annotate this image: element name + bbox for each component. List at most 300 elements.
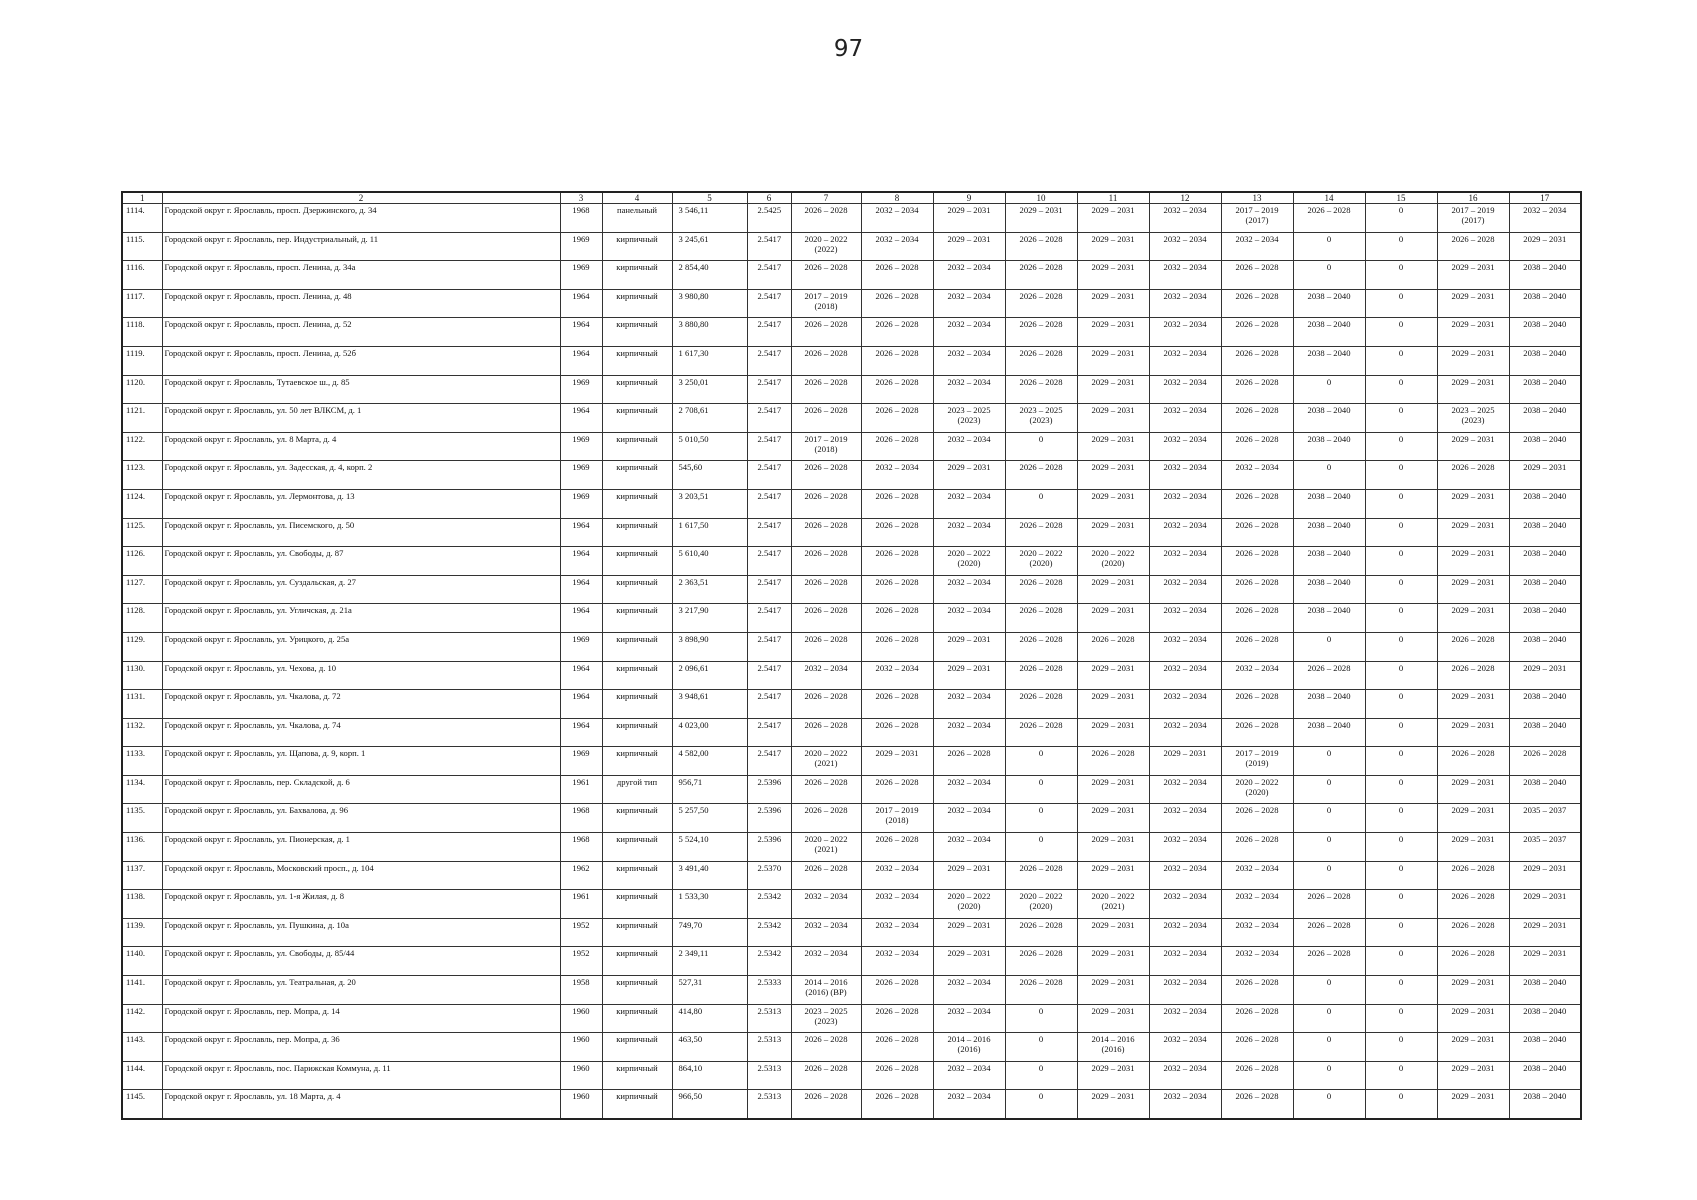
- table-cell: кирпичный: [602, 404, 672, 433]
- table-cell: 2032 – 2034: [1149, 1033, 1221, 1062]
- column-number-14: 14: [1293, 192, 1365, 204]
- table-row: [122, 861, 1581, 890]
- table-cell: 2029 – 2031: [933, 918, 1005, 947]
- table-cell: 2032 – 2034: [1149, 604, 1221, 633]
- table-cell: 2038 – 2040: [1293, 404, 1365, 433]
- table-cell: 3 880,80: [672, 318, 747, 347]
- table-cell: 2032 – 2034: [933, 375, 1005, 404]
- table-cell: 2020 – 2022 (2022): [791, 232, 861, 261]
- table-cell: 1960: [560, 1004, 602, 1033]
- table-cell: 2026 – 2028: [791, 718, 861, 747]
- table-cell: 2.5396: [747, 775, 791, 804]
- table-cell: 2.5396: [747, 833, 791, 862]
- table-cell: 2032 – 2034: [1149, 204, 1221, 233]
- table-cell: 2026 – 2028: [1005, 232, 1077, 261]
- table-cell: 2032 – 2034: [1149, 661, 1221, 690]
- table-cell: 2.5417: [747, 489, 791, 518]
- table-cell: 1120.: [122, 375, 162, 404]
- table-cell: 2032 – 2034: [933, 346, 1005, 375]
- table-cell: 1952: [560, 918, 602, 947]
- table-cell: 2032 – 2034: [1509, 204, 1581, 233]
- table-cell: кирпичный: [602, 918, 672, 947]
- table-cell: 1142.: [122, 1004, 162, 1033]
- table-cell: Городской округ г. Ярославль, ул. 50 лет ВЛКСМ, д. 1: [162, 404, 560, 433]
- table-cell: 2026 – 2028: [1221, 804, 1293, 833]
- table-cell: 2026 – 2028: [791, 346, 861, 375]
- column-number-17: 17: [1509, 192, 1581, 204]
- table-cell: 2038 – 2040: [1293, 547, 1365, 576]
- table-cell: 2017 – 2019 (2018): [791, 432, 861, 461]
- table-cell: 4 582,00: [672, 747, 747, 776]
- column-number-2: 2: [162, 192, 560, 204]
- table-cell: 2026 – 2028: [1005, 861, 1077, 890]
- table-cell: 0: [1365, 1004, 1437, 1033]
- table-cell: 2.5313: [747, 1004, 791, 1033]
- table-row: [122, 375, 1581, 404]
- table-cell: 2026 – 2028: [861, 261, 933, 290]
- table-cell: 1135.: [122, 804, 162, 833]
- table-cell: 2.5417: [747, 289, 791, 318]
- table-cell: 2026 – 2028: [1005, 661, 1077, 690]
- table-cell: 0: [1365, 861, 1437, 890]
- table-cell: 2038 – 2040: [1509, 375, 1581, 404]
- column-number-3: 3: [560, 192, 602, 204]
- table-cell: 0: [1365, 1090, 1437, 1119]
- table-cell: 2032 – 2034: [933, 318, 1005, 347]
- table-cell: 2032 – 2034: [933, 1004, 1005, 1033]
- table-cell: 0: [1293, 804, 1365, 833]
- table-cell: 2029 – 2031: [1437, 718, 1509, 747]
- table-cell: 2026 – 2028: [1005, 718, 1077, 747]
- table-cell: 2038 – 2040: [1509, 289, 1581, 318]
- table-cell: 2.5342: [747, 890, 791, 919]
- column-number-9: 9: [933, 192, 1005, 204]
- table-cell: 1968: [560, 833, 602, 862]
- table-cell: 3 203,51: [672, 489, 747, 518]
- table-cell: 0: [1293, 1004, 1365, 1033]
- table-cell: 0: [1293, 747, 1365, 776]
- table-cell: 2032 – 2034: [1149, 547, 1221, 576]
- table-cell: 1964: [560, 718, 602, 747]
- table-cell: 2.5396: [747, 804, 791, 833]
- table-cell: 2032 – 2034: [1149, 232, 1221, 261]
- table-cell: 0: [1365, 318, 1437, 347]
- table-cell: панельный: [602, 204, 672, 233]
- table-cell: 2032 – 2034: [1221, 918, 1293, 947]
- table-cell: 2023 – 2025 (2023): [933, 404, 1005, 433]
- table-cell: 2035 – 2037: [1509, 804, 1581, 833]
- table-cell: 0: [1365, 976, 1437, 1005]
- table-cell: 2.5417: [747, 718, 791, 747]
- table-cell: 2026 – 2028: [1437, 747, 1509, 776]
- table-cell: кирпичный: [602, 861, 672, 890]
- table-cell: 2026 – 2028: [791, 861, 861, 890]
- table-cell: 2026 – 2028: [1437, 890, 1509, 919]
- table-cell: 2038 – 2040: [1293, 489, 1365, 518]
- table-cell: 2029 – 2031: [1437, 518, 1509, 547]
- table-row: [122, 976, 1581, 1005]
- table-cell: 2032 – 2034: [933, 833, 1005, 862]
- table-cell: 2.5417: [747, 632, 791, 661]
- table-cell: 2 708,61: [672, 404, 747, 433]
- table-cell: 2026 – 2028: [861, 547, 933, 576]
- table-cell: 2029 – 2031: [933, 861, 1005, 890]
- table-cell: Городской округ г. Ярославль, Московский просп., д. 104: [162, 861, 560, 890]
- table-cell: 2.5417: [747, 518, 791, 547]
- table-cell: 2026 – 2028: [1221, 604, 1293, 633]
- table-cell: Городской округ г. Ярославль, просп. Ленина, д. 48: [162, 289, 560, 318]
- table-cell: 2 096,61: [672, 661, 747, 690]
- table-cell: 0: [1365, 804, 1437, 833]
- table-cell: 2026 – 2028: [1437, 232, 1509, 261]
- table-cell: 2.5417: [747, 375, 791, 404]
- table-cell: 0: [1365, 232, 1437, 261]
- table-cell: 2032 – 2034: [791, 661, 861, 690]
- table-cell: 0: [1365, 690, 1437, 719]
- table-cell: 2029 – 2031: [1077, 1090, 1149, 1119]
- table-cell: 2032 – 2034: [861, 461, 933, 490]
- table-row: [122, 204, 1581, 233]
- table-cell: 2029 – 2031: [1437, 976, 1509, 1005]
- table-cell: 2026 – 2028: [1221, 289, 1293, 318]
- table-cell: 2032 – 2034: [1149, 346, 1221, 375]
- table-cell: 2.5342: [747, 947, 791, 976]
- table-cell: 2032 – 2034: [791, 947, 861, 976]
- table-cell: 3 948,61: [672, 690, 747, 719]
- table-cell: 1 617,50: [672, 518, 747, 547]
- table-cell: 2.5313: [747, 1033, 791, 1062]
- table-cell: 2038 – 2040: [1509, 632, 1581, 661]
- table-cell: Городской округ г. Ярославль, ул. Пионерская, д. 1: [162, 833, 560, 862]
- table-cell: 2026 – 2028: [861, 318, 933, 347]
- table-cell: 2026 – 2028: [791, 1090, 861, 1119]
- table-cell: 2026 – 2028: [1293, 661, 1365, 690]
- table-cell: 2026 – 2028: [861, 1004, 933, 1033]
- table-cell: 1961: [560, 890, 602, 919]
- table-cell: 2038 – 2040: [1509, 346, 1581, 375]
- table-cell: 2026 – 2028: [861, 432, 933, 461]
- table-cell: 0: [1293, 261, 1365, 290]
- table-cell: 2026 – 2028: [861, 518, 933, 547]
- table-cell: 2029 – 2031: [1437, 489, 1509, 518]
- table-cell: кирпичный: [602, 432, 672, 461]
- table-cell: 2026 – 2028: [791, 575, 861, 604]
- table-cell: 0: [1365, 775, 1437, 804]
- table-cell: 2023 – 2025 (2023): [1005, 404, 1077, 433]
- table-cell: 0: [1365, 375, 1437, 404]
- table-cell: 0: [1005, 432, 1077, 461]
- table-cell: кирпичный: [602, 1004, 672, 1033]
- table-cell: 2032 – 2034: [1149, 632, 1221, 661]
- table-cell: 2026 – 2028: [1005, 375, 1077, 404]
- table-cell: 1964: [560, 289, 602, 318]
- table-cell: 1964: [560, 661, 602, 690]
- table-cell: 2020 – 2022 (2021): [791, 833, 861, 862]
- table-cell: 3 898,90: [672, 632, 747, 661]
- table-cell: 0: [1365, 604, 1437, 633]
- table-cell: 2026 – 2028: [791, 1061, 861, 1090]
- table-cell: 2029 – 2031: [1077, 1004, 1149, 1033]
- table-cell: 2029 – 2031: [1437, 1061, 1509, 1090]
- table-cell: 1 533,30: [672, 890, 747, 919]
- table-cell: 0: [1005, 1061, 1077, 1090]
- table-cell: Городской округ г. Ярославль, пос. Парижская Коммуна, д. 11: [162, 1061, 560, 1090]
- table-cell: 2032 – 2034: [1149, 804, 1221, 833]
- table-cell: 2032 – 2034: [933, 775, 1005, 804]
- table-cell: 2026 – 2028: [791, 518, 861, 547]
- table-cell: 2032 – 2034: [933, 1090, 1005, 1119]
- table-cell: 3 245,61: [672, 232, 747, 261]
- table-cell: 2029 – 2031: [1437, 346, 1509, 375]
- table-cell: 2026 – 2028: [1221, 375, 1293, 404]
- column-number-4: 4: [602, 192, 672, 204]
- table-cell: 2029 – 2031: [1077, 575, 1149, 604]
- table-cell: 2017 – 2019 (2018): [791, 289, 861, 318]
- table-cell: 2029 – 2031: [1509, 918, 1581, 947]
- table-cell: 2026 – 2028: [1005, 976, 1077, 1005]
- table-row: [122, 404, 1581, 433]
- table-cell: 0: [1005, 1004, 1077, 1033]
- table-cell: 1969: [560, 375, 602, 404]
- table-cell: 2029 – 2031: [1437, 575, 1509, 604]
- table-cell: кирпичный: [602, 261, 672, 290]
- column-number-8: 8: [861, 192, 933, 204]
- table-cell: 0: [1293, 461, 1365, 490]
- table-cell: 2032 – 2034: [933, 289, 1005, 318]
- table-cell: 2026 – 2028: [791, 489, 861, 518]
- table-cell: 2026 – 2028: [1293, 204, 1365, 233]
- table-cell: 0: [1293, 1061, 1365, 1090]
- column-number-6: 6: [747, 192, 791, 204]
- table-cell: кирпичный: [602, 890, 672, 919]
- table-cell: 0: [1365, 261, 1437, 290]
- table-cell: 527,31: [672, 976, 747, 1005]
- table-cell: Городской округ г. Ярославль, ул. Театральная, д. 20: [162, 976, 560, 1005]
- table-cell: Городской округ г. Ярославль, ул. Бахвалова, д. 96: [162, 804, 560, 833]
- table-cell: 2026 – 2028: [861, 404, 933, 433]
- table-cell: Городской округ г. Ярославль, пер. Складской, д. 6: [162, 775, 560, 804]
- table-cell: 2026 – 2028: [1005, 575, 1077, 604]
- table-cell: 0: [1005, 1090, 1077, 1119]
- table-cell: кирпичный: [602, 604, 672, 633]
- table-cell: кирпичный: [602, 833, 672, 862]
- table-cell: 2032 – 2034: [1149, 690, 1221, 719]
- table-cell: 2026 – 2028: [1293, 890, 1365, 919]
- table-cell: 2038 – 2040: [1293, 718, 1365, 747]
- table-cell: 2032 – 2034: [933, 489, 1005, 518]
- table-cell: 0: [1365, 833, 1437, 862]
- table-cell: 1128.: [122, 604, 162, 633]
- table-cell: Городской округ г. Ярославль, ул. 8 Марта, д. 4: [162, 432, 560, 461]
- table-cell: Городской округ г. Ярославль, ул. Свободы, д. 85/44: [162, 947, 560, 976]
- table-cell: 1124.: [122, 489, 162, 518]
- table-cell: Городской округ г. Ярославль, ул. 18 Марта, д. 4: [162, 1090, 560, 1119]
- table-cell: 2029 – 2031: [1437, 804, 1509, 833]
- table-cell: 2026 – 2028: [861, 1090, 933, 1119]
- table-cell: 2032 – 2034: [1149, 318, 1221, 347]
- table-cell: 1960: [560, 1090, 602, 1119]
- table-cell: 1143.: [122, 1033, 162, 1062]
- table-cell: 1119.: [122, 346, 162, 375]
- table-cell: 1130.: [122, 661, 162, 690]
- table-cell: 2026 – 2028: [861, 690, 933, 719]
- table-cell: 2032 – 2034: [933, 518, 1005, 547]
- table-cell: 2032 – 2034: [1149, 976, 1221, 1005]
- table-cell: 2026 – 2028: [1005, 289, 1077, 318]
- table-cell: 2029 – 2031: [1077, 861, 1149, 890]
- table-cell: 1958: [560, 976, 602, 1005]
- table-cell: 1141.: [122, 976, 162, 1005]
- table-cell: 2032 – 2034: [861, 890, 933, 919]
- table-cell: 2032 – 2034: [1149, 518, 1221, 547]
- table-row: [122, 604, 1581, 633]
- table-cell: 2.5417: [747, 661, 791, 690]
- table-cell: 2038 – 2040: [1509, 604, 1581, 633]
- table-cell: 2026 – 2028: [1005, 318, 1077, 347]
- table-cell: 956,71: [672, 775, 747, 804]
- table-cell: кирпичный: [602, 489, 672, 518]
- table-cell: 2026 – 2028: [1221, 718, 1293, 747]
- table-cell: 2032 – 2034: [1149, 775, 1221, 804]
- table-cell: 0: [1293, 1033, 1365, 1062]
- table-cell: 2029 – 2031: [1509, 661, 1581, 690]
- table-cell: 2026 – 2028: [1221, 432, 1293, 461]
- table-cell: 2032 – 2034: [861, 661, 933, 690]
- table-cell: 2032 – 2034: [791, 918, 861, 947]
- table-cell: 1134.: [122, 775, 162, 804]
- table-cell: 1952: [560, 947, 602, 976]
- table-cell: 2020 – 2022 (2020): [933, 890, 1005, 919]
- column-number-16: 16: [1437, 192, 1509, 204]
- table-cell: 2026 – 2028: [1293, 918, 1365, 947]
- table-cell: 2026 – 2028: [1005, 918, 1077, 947]
- table-cell: 1964: [560, 547, 602, 576]
- table-cell: 2020 – 2022 (2020): [1077, 547, 1149, 576]
- table-cell: 2029 – 2031: [1077, 404, 1149, 433]
- table-cell: 864,10: [672, 1061, 747, 1090]
- table-row: [122, 518, 1581, 547]
- table-row: [122, 489, 1581, 518]
- table-cell: 2038 – 2040: [1293, 346, 1365, 375]
- table-cell: 1960: [560, 1061, 602, 1090]
- table-cell: 2038 – 2040: [1509, 976, 1581, 1005]
- table-cell: 2032 – 2034: [1149, 947, 1221, 976]
- table-cell: кирпичный: [602, 461, 672, 490]
- table-cell: 2026 – 2028: [1005, 690, 1077, 719]
- table-cell: кирпичный: [602, 547, 672, 576]
- table-row: [122, 632, 1581, 661]
- table-cell: 2026 – 2028: [791, 461, 861, 490]
- table-cell: 2.5417: [747, 690, 791, 719]
- table-cell: 2020 – 2022 (2020): [1005, 547, 1077, 576]
- table-cell: 966,50: [672, 1090, 747, 1119]
- table-cell: 2017 – 2019 (2019): [1221, 747, 1293, 776]
- table-cell: 2029 – 2031: [1077, 804, 1149, 833]
- table-cell: 2029 – 2031: [1077, 918, 1149, 947]
- column-number-12: 12: [1149, 192, 1221, 204]
- table-cell: 2029 – 2031: [1437, 1090, 1509, 1119]
- table-cell: другой тип: [602, 775, 672, 804]
- table-cell: 2029 – 2031: [1437, 375, 1509, 404]
- table-cell: 2020 – 2022 (2020): [1221, 775, 1293, 804]
- table-cell: 2032 – 2034: [1149, 404, 1221, 433]
- table-cell: 2026 – 2028: [1077, 632, 1149, 661]
- column-number-13: 13: [1221, 192, 1293, 204]
- table-cell: 2032 – 2034: [933, 575, 1005, 604]
- table-cell: 463,50: [672, 1033, 747, 1062]
- table-cell: 0: [1293, 775, 1365, 804]
- table-cell: 2038 – 2040: [1293, 318, 1365, 347]
- table-cell: 2014 – 2016 (2016): [933, 1033, 1005, 1062]
- table-cell: 2032 – 2034: [1221, 461, 1293, 490]
- table-cell: 2032 – 2034: [1221, 661, 1293, 690]
- table-cell: 2.5417: [747, 432, 791, 461]
- table-cell: 2029 – 2031: [1149, 747, 1221, 776]
- table-cell: 2023 – 2025 (2023): [791, 1004, 861, 1033]
- table-cell: 0: [1365, 1033, 1437, 1062]
- table-cell: 2020 – 2022 (2021): [1077, 890, 1149, 919]
- table-cell: 2026 – 2028: [791, 404, 861, 433]
- table-body: [122, 204, 1581, 1119]
- table-cell: 2029 – 2031: [1077, 375, 1149, 404]
- table-cell: 2032 – 2034: [861, 861, 933, 890]
- table-cell: 2029 – 2031: [1509, 890, 1581, 919]
- table-cell: 3 250,01: [672, 375, 747, 404]
- table-cell: 2026 – 2028: [861, 604, 933, 633]
- table-cell: 2026 – 2028: [1005, 461, 1077, 490]
- table-cell: 0: [1293, 976, 1365, 1005]
- table-cell: 2032 – 2034: [1149, 890, 1221, 919]
- table-cell: 5 010,50: [672, 432, 747, 461]
- table-cell: 0: [1293, 632, 1365, 661]
- table-cell: кирпичный: [602, 947, 672, 976]
- table-cell: 2.5313: [747, 1090, 791, 1119]
- table-cell: 749,70: [672, 918, 747, 947]
- table-cell: 2026 – 2028: [861, 718, 933, 747]
- table-cell: 2026 – 2028: [1221, 261, 1293, 290]
- table-row: [122, 575, 1581, 604]
- table-cell: 1 617,30: [672, 346, 747, 375]
- table-cell: 2032 – 2034: [1149, 375, 1221, 404]
- table-cell: 2032 – 2034: [933, 604, 1005, 633]
- table-cell: 2029 – 2031: [933, 947, 1005, 976]
- table-cell: 2026 – 2028: [1437, 461, 1509, 490]
- table-cell: 0: [1293, 1090, 1365, 1119]
- column-number-1: 1: [122, 192, 162, 204]
- table-cell: Городской округ г. Ярославль, ул. Чкалова, д. 72: [162, 690, 560, 719]
- table-cell: 0: [1365, 289, 1437, 318]
- table-cell: кирпичный: [602, 289, 672, 318]
- table-cell: 1133.: [122, 747, 162, 776]
- table-cell: 0: [1005, 1033, 1077, 1062]
- table-cell: 0: [1365, 890, 1437, 919]
- table-cell: 1962: [560, 861, 602, 890]
- table-cell: 2038 – 2040: [1509, 547, 1581, 576]
- table-cell: 3 491,40: [672, 861, 747, 890]
- table-cell: 2038 – 2040: [1509, 690, 1581, 719]
- table-cell: 1964: [560, 575, 602, 604]
- table-cell: 2 363,51: [672, 575, 747, 604]
- table-cell: кирпичный: [602, 346, 672, 375]
- table-cell: Городской округ г. Ярославль, ул. Лермонтова, д. 13: [162, 489, 560, 518]
- table-cell: 2026 – 2028: [1437, 861, 1509, 890]
- table-cell: 1118.: [122, 318, 162, 347]
- table-cell: 2026 – 2028: [861, 1061, 933, 1090]
- table-cell: 2026 – 2028: [1005, 518, 1077, 547]
- table-row: [122, 690, 1581, 719]
- table-cell: 2029 – 2031: [933, 632, 1005, 661]
- table-cell: 2026 – 2028: [1221, 976, 1293, 1005]
